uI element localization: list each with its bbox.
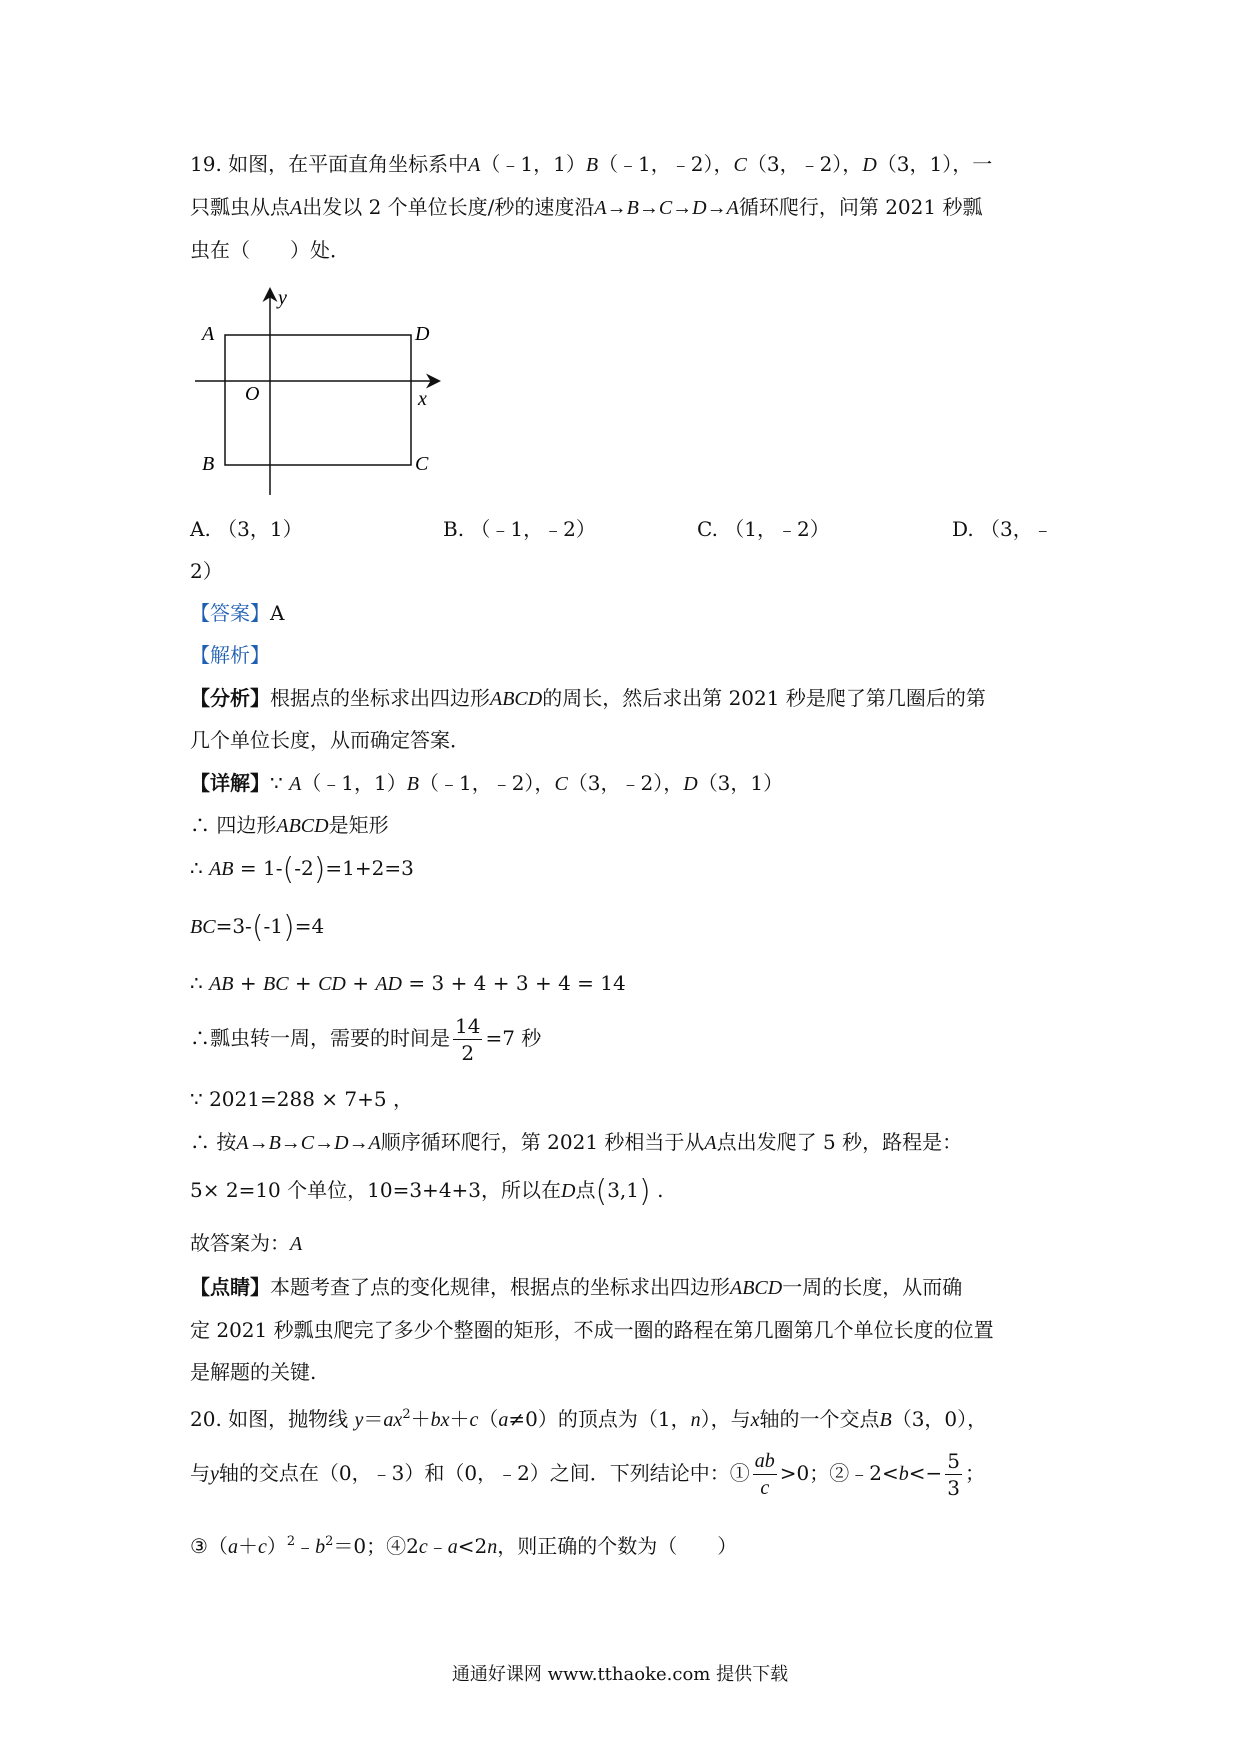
option-d-cont: 2） — [190, 559, 223, 583]
fenxi-line2: 几个单位长度，从而确定答案． — [190, 728, 470, 752]
step7: ∴ 按A→B→C→D→A顺序循环爬行，第 2021 秒相当于从A点出发爬了 5 秒，路程是： — [190, 1130, 963, 1154]
step3: BC=3-(-1)=4 — [190, 910, 325, 945]
option-a: A. （3，1） — [190, 517, 303, 541]
label-d: D — [415, 323, 430, 345]
coordinate-figure — [190, 280, 450, 500]
step8: 5× 2=10 个单位，10=3+4+3，所以在D点(3,1) . — [190, 1174, 664, 1209]
answer-line: 【答案】A — [190, 601, 285, 625]
fraction-5-3: $\frac{5}{3}$ — [947, 1449, 961, 1500]
q20-line2: 与y轴的交点在（0，﹣3）和（0，﹣2）之间．下列结论中：① $\frac{ab}{c}$ >0；②﹣2<b<− $\frac{5}{3}$ ； — [190, 1449, 986, 1500]
option-d: D. （3，﹣ — [952, 517, 1053, 541]
step6: ∵ 2021=288 × 7+5 ， — [190, 1087, 413, 1111]
label-y: y — [278, 287, 287, 309]
q19-line3: 虫在（ ）处． — [190, 238, 350, 262]
option-b: B. （﹣1，﹣2） — [443, 517, 596, 541]
q19-line2: 只瓢虫从点A出发以 2 个单位长度/秒的速度沿A→B→C→D→A循环爬行，问第 2021 秒瓢 — [190, 195, 983, 219]
q19-line1: 19. 如图，在平面直角坐标系中A（﹣1，1）B（﹣1，﹣2），C（3，﹣2），D（3，1），一 — [190, 152, 993, 176]
label-x: x — [418, 388, 427, 410]
footer: 通通好课网 www.tthaoke.com 提供下载 — [451, 1664, 789, 1685]
label-o: O — [245, 383, 260, 405]
label-c: C — [415, 453, 429, 475]
dianjing-line1: 【点睛】本题考查了点的变化规律，根据点的坐标求出四边形ABCD一周的长度，从而确 — [190, 1275, 963, 1299]
step4: ∴ AB + BC + CD + AD = 3 + 4 + 3 + 4 = 14 — [190, 971, 626, 995]
fraction-ab-c: $\frac{ab}{c}$ — [754, 1450, 775, 1499]
dianjing-line2: 定 2021 秒瓢虫爬完了多少个整圈的矩形，不成一圈的路程在第几圈第几个单位长度的位置 — [190, 1318, 994, 1342]
option-c: C. （1，﹣2） — [697, 517, 830, 541]
dianjing-line3: 是解题的关键. — [190, 1360, 317, 1384]
step1: ∴ 四边形ABCD是矩形 — [190, 813, 389, 837]
label-a: A — [202, 323, 215, 345]
fenxi-line1: 【分析】根据点的坐标求出四边形ABCD的周长，然后求出第 2021 秒是爬了第几圈后的第 — [190, 686, 986, 710]
q20-line3: $③(a+c)^2﹣b^2=0$；④2c﹣a<2n，则正确的个数为（ ） — [190, 1534, 738, 1558]
step5: ∴瓢虫转一周，需要的时间是 $\frac{14}{2}$ =7 秒 — [190, 1014, 542, 1065]
conclusion: 故答案为：A — [190, 1231, 303, 1255]
q20-line1: 20. 如图，抛物线 $y=ax^2+bx+c(a\ne 0)$的顶点为（1，n），与x轴的一个交点B（3，0）， — [190, 1407, 988, 1431]
analysis-line: 【解析】 — [190, 643, 270, 667]
detail-line: 【详解】∵ A（﹣1，1）B（﹣1，﹣2），C（3，﹣2），D（3，1） — [190, 771, 784, 795]
fraction: $\frac{14}{2}$ — [455, 1014, 481, 1065]
step2: ∴ AB = 1-(-2)=1+2=3 — [190, 852, 414, 887]
label-b: B — [202, 453, 215, 475]
